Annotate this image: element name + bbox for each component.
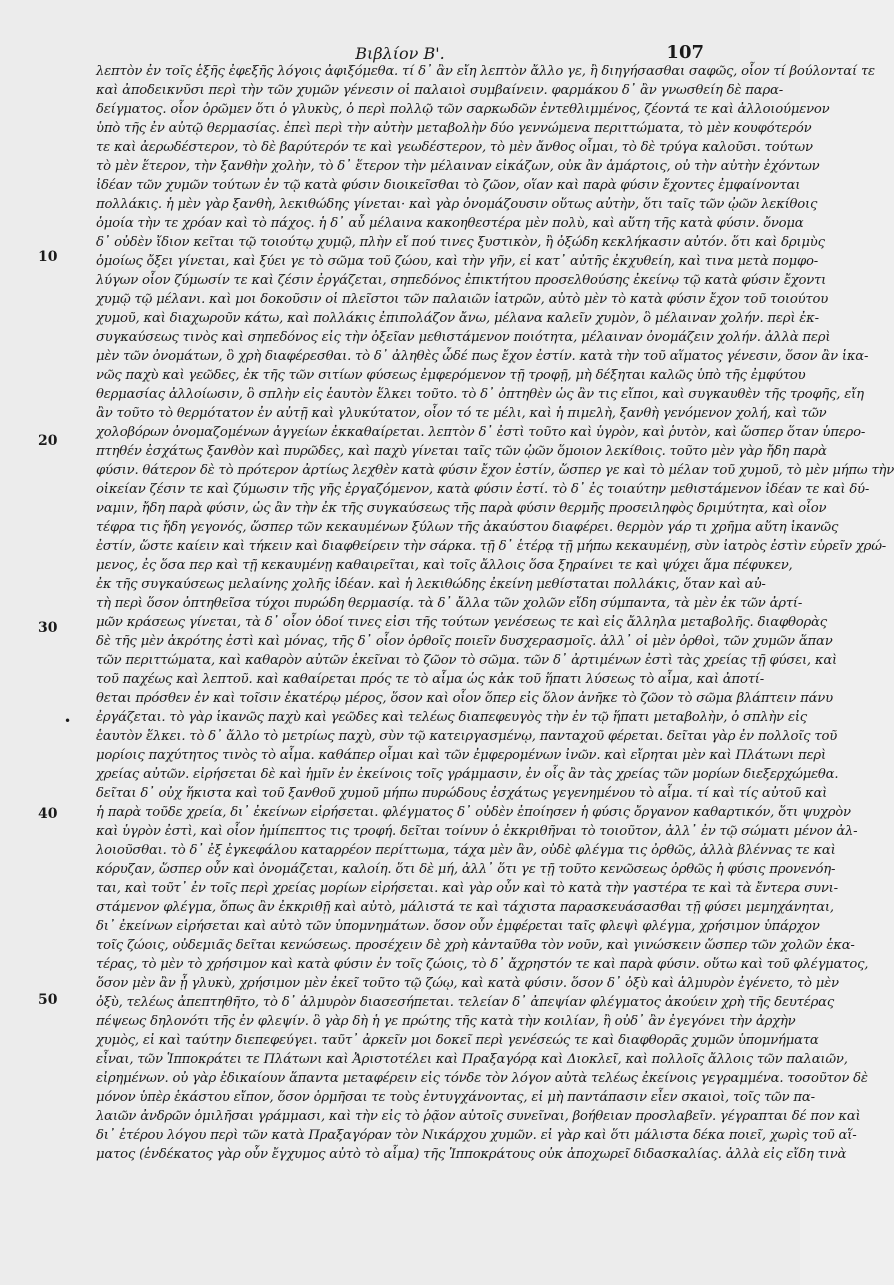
text-line: λύγων οἷον ζύμωσίν τε καὶ ζέσιν ἐργάζεται, σηπεδόνος ἐπικτήτου προσελθούσης ἐκείνῳ τῷ κατὰ φύσιν ἔχοντι [96, 273, 827, 288]
text-line: ματος (ἑνδέκατος γὰρ οὗν ἔγχυμος αὐτὸ τὸ αἷμα) τῆς Ἱπποκράτους οὐκ ἀποχωρεῖ διδασκαλίας. ἀλλὰ εἰς εἴδη τινὰ [96, 1147, 847, 1162]
text-line: ὑπὸ τῆς ἐν αὐτῷ θερμασίας. ἐπεὶ περὶ τὴν αὐτὴν μεταβολὴν δύο γεννώμενα περιττώματα, τὸ μὲν κουφότερόν [96, 121, 812, 136]
text-line: ται, καὶ τοῦτ᾽ ἐν τοῖς περὶ χρείας μορίων εἰρήσεται. καὶ γὰρ οὖν καὶ τὸ κατὰ τὴν γαστέρα τε καὶ τὰ ἔντερα συνι- [96, 881, 838, 896]
text-line: οἰκείαν ζέσιν τε καὶ ζύμωσιν τῆς γῆς ἐργαζόμενον, κατὰ φύσιν ἐστί. τὸ δ᾽ ἐς τοιαύτην μεθιστάμενον ἰδέαν τε καὶ δύ- [96, 482, 870, 497]
text-line: τέρας, τὸ μὲν τὸ χρήσιμον καὶ κατὰ φύσιν ἐν τοῖς ζώοις, τὸ δ᾽ ἄχρηστόν τε καὶ παρὰ φύσιν. οὕτω καὶ τοῦ φλέγματος, [96, 957, 869, 972]
text-line: καὶ ὑγρὸν ἐστὶ, καὶ οἷον ἡμίπεπτος τις τροφή. δεῖται τοίνυν ὁ ἐκκριθῆναι τὸ τοιοῦτον, ἀλλ᾽ ἐν τῷ σώματι μένον ἀλ- [96, 824, 858, 839]
text-line: τε καὶ ἀερωδέστερον, τὸ δὲ βαρύτερόν τε καὶ γεωδέστερον, τὸ μὲν ἄνθος οἶμαι, τὸ δὲ τρύγα καλοῦσι. τούτων [96, 140, 813, 155]
text-line: εἶναι, τῶν Ἱπποκράτει τε Πλάτωνι καὶ Ἀριστοτέλει καὶ Πραξαγόρᾳ καὶ Διοκλεῖ, καὶ πολλοῖς ἄλλοις τῶν παλαιῶν, [96, 1052, 848, 1067]
text-line: θεται πρόσθεν ἐν καὶ τοῖσιν ἐκατέρῳ μέρος, ὅσον καὶ οἷον ὅπερ εἰς ὅλον ἀνῆκε τὸ ζῶον τὸ σῶμα βλάπτειν πάνυ [96, 691, 833, 706]
text-line: εἰρημένων. οὐ γὰρ ἐδικαίουν ἅπαντα μεταφέρειν εἰς τόνδε τὸν λόγον αὐτὰ τελέως ἐκείνοις γεγραμμένα. τοσοῦτον δὲ [96, 1071, 868, 1086]
line-number: 40 [38, 806, 58, 822]
text-line: δ᾽ οὐδὲν ἴδιον κεῖται τῷ τοιούτῳ χυμῷ, πλὴν εἴ πού τινες ξυστικὸν, ἢ ὀξώδη κεκλήκασιν αὐτόν. ὅτι καὶ δριμὺς [96, 235, 825, 250]
text-line: ναμιν, ἤδη παρὰ φύσιν, ὡς ἂν τὴν ἐκ τῆς συγκαύσεως τῆς παρὰ φύσιν θερμῆς προσειληφὸς δριμύτητα, καὶ οἷον [96, 501, 827, 516]
text-line: πτηθέν ἐσχάτως ξανθὸν καὶ πυρῶδες, καὶ παχὺ γίνεται ταῖς τῶν ᾠῶν ὅμοιον λεκίθοις. τοῦτο μὲν γὰρ ἤδη παρὰ [96, 444, 827, 459]
margin-mark: • [64, 714, 72, 728]
text-line: νῶς παχὺ καὶ γεῶδες, ἐκ τῆς τῶν σιτίων φύσεως ἐμφερόμενον τῇ τροφῇ, μὴ δέξηται καλῶς ὑπὸ τῆς ἐμφύτου [96, 368, 806, 383]
text-line: χυμῷ τῷ μέλανι. καὶ μοι δοκοῦσιν οἱ πλεῖστοι τῶν παλαιῶν ἰατρῶν, αὐτὸ μὲν τὸ κατὰ φύσιν ἔχον τοῦ τοιούτου [96, 292, 829, 307]
text-line: ὅσον μὲν ἂν ᾖ γλυκὺ, χρήσιμον μὲν ἐκεῖ τοῦτο τῷ ζώῳ, καὶ κατὰ φύσιν. ὅσον δ᾽ ὀξὺ καὶ ἁλμυρὸν ἐγένετο, τὸ μὲν [96, 976, 839, 991]
text-line: χρείας αὐτῶν. εἰρήσεται δὲ καὶ ἡμῖν ἐν ἐκείνοις τοῖς γράμμασιν, ἐν οἷς ἂν τὰς χρείας τῶν μορίων διεξερχώμεθα. [96, 767, 839, 782]
text-line: ἐργάζεται. τὸ γὰρ ἱκανῶς παχὺ καὶ γεῶδες καὶ τελέως διαπεφευγὸς τὴν ἐν τῷ ἥπατι μεταβολὴν, ὁ σπλὴν εἰς [96, 710, 807, 725]
text-line: λεπτὸν ἐν τοῖς ἑξῆς ἐφεξῆς λόγοις ἀφιξόμεθα. τί δ᾽ ἂν εἴη λεπτὸν ἄλλο γε, ἢ διηγήσασθαι σαφῶς, οἷον τί βούλονταί τε [96, 64, 875, 79]
text-line: ὁμοίως ὄξει γίνεται, καὶ ξύει γε τὸ σῶμα τοῦ ζώου, καὶ τὴν γῆν, εἰ κατ᾽ αὐτῆς ἐκχυθείη, καὶ τινα μετὰ πομφο- [96, 254, 819, 269]
text-line: θερμασίας ἀλλοίωσιν, ὃ σπλὴν εἰς ἑαυτὸν ἕλκει τοῦτο. τὸ δ᾽ ὀπτηθὲν ὡς ἂν τις εἴποι, καὶ συγκαυθὲν τῆς τροφῆς, εἴη [96, 387, 864, 402]
body-text [96, 62, 894, 1164]
text-line: χολοβόρων ὀνομαζομένων ἀγγείων ἐκκαθαίρεται. λεπτὸν δ᾽ ἐστὶ τοῦτο καὶ ὑγρὸν, καὶ ῥυτὸν, καὶ ὥσπερ ὅταν ὑπερο- [96, 425, 866, 440]
text-line: δὲ τῆς μὲν ἀκρότης ἐστὶ καὶ μόνας, τῆς δ᾽ οἷον ὀρθοῖς ποιεῖν δυσχερασμοῖς. ἀλλ᾽ οἱ μὲν ὀρθοὶ, τῶν χυμῶν ἅπαν [96, 634, 833, 649]
text-line: ἰδέαν τῶν χυμῶν τούτων ἐν τῷ κατὰ φύσιν διοικεῖσθαι τὸ ζῶον, οἵαν καὶ παρὰ φύσιν ἔχοντες ἐμφαίνονται [96, 178, 801, 193]
text-line: χυμοῦ, καὶ διαχωροῦν κάτω, καὶ πολλάκις ἐπιπολάζον ἄνω, μέλανα καλεῖν χυμὸν, ὃ μέλαιναν χολήν. περὶ ἐκ- [96, 311, 819, 326]
text-line: πολλάκις. ἡ μὲν γὰρ ξανθὴ, λεκιθώδης γίνεται· καὶ γὰρ ὀνομάζουσιν οὕτως αὐτὴν, ὅτι ταῖς τῶν ᾠῶν λεκίθοις [96, 197, 818, 212]
text-line: ἡ παρὰ τοῦδε χρεία, δι᾽ ἐκείνων εἰρήσεται. φλέγματος δ᾽ οὐδὲν ἐποίησεν ἡ φύσις ὄργανον καθαρτικόν, ὅτι ψυχρὸν [96, 805, 851, 820]
text-line: ὁμοία τὴν τε χρόαν καὶ τὸ πάχος. ἡ δ᾽ αὖ μέλαινα κακοηθεστέρα μὲν πολὺ, καὶ αὕτη τῆς κατὰ φύσιν. ὄνομα [96, 216, 804, 231]
text-line: συγκαύσεως τινὸς καὶ σηπεδόνος εἰς τὴν ὀξεῖαν μεθιστάμενον ποιότητα, μέλαιναν ὀνομάζειν χολήν. ἀλλὰ περὶ [96, 330, 831, 345]
text-line: μόνον ὑπὲρ ἑκάστου εἴπον, ὅσον ὁρμῆσαι τε τοὺς ἐντυγχάνοντας, εἰ μὴ παντάπασιν εἶεν σκαιοὶ, τοῖς τῶν πα- [96, 1090, 815, 1105]
line-number: 20 [38, 433, 58, 449]
text-line: τοῦ παχέως καὶ λεπτοῦ. καὶ καθαίρεται πρός τε τὸ αἷμα ὡς κἀκ τοῦ ἥπατι λύσεως τὸ αἷμα, καὶ ἀποτί- [96, 672, 765, 687]
text-line: τοῖς ζώοις, οὐδεμιᾶς δεῖται κενώσεως. προσέχειν δὲ χρὴ κἀνταῦθα τὸν νοῦν, καὶ γινώσκειν ὥσπερ τῶν χολῶν ἑκα- [96, 938, 855, 953]
line-number: 10 [38, 249, 58, 265]
text-line: ὀξὺ, τελέως ἀπεπτηθῆτο, τὸ δ᾽ ἁλμυρὸν διασεσήπεται. τελείαν δ᾽ ἀπεψίαν φλέγματος ἀκούειν χρὴ τῆς δευτέρας [96, 995, 835, 1010]
running-title: Βιβλίον Β'. [355, 44, 445, 63]
text-line: τέφρα τις ἤδη γεγονός, ὥσπερ τῶν κεκαυμένων ξύλων τῆς ἀκαύστου διαφέρει. θερμὸν γάρ τι χρῆμα αὕτη ἱκανῶς [96, 520, 839, 535]
text-line: ἑαυτὸν ἕλκει. τὸ δ᾽ ἄλλο τὸ μετρίως παχὺ, σὺν τῷ κατειργασμένῳ, πανταχοῦ φέρεται. δεῖται γὰρ ἐν πολλοῖς τοῦ [96, 729, 838, 744]
text-line: μῶν κράσεως γίνεται, τὰ δ᾽ οἷον ὁδοί τινες εἰσι τῆς τούτων γενέσεως τε καὶ εἰς ἄλληλα μεταβολῆς. διαφθορὰς [96, 615, 827, 630]
page-number: 107 [666, 42, 704, 63]
text-line: στάμενον φλέγμα, ὅπως ἂν ἐκκριθῇ καὶ αὐτὸ, μάλιστά τε καὶ τάχιστα παρασκευάσασθαι τῇ φύσει μεμηχάνηται, [96, 900, 834, 915]
text-line: πέψεως δηλονότι τῆς ἐν φλεψίν. ὃ γὰρ δὴ ἡ γε πρώτης τῆς κατὰ τὴν κοιλίαν, ἢ οὐδ᾽ ἂν ἐγεγόνει τὴν ἀρχὴν [96, 1014, 796, 1029]
line-number: 30 [38, 620, 58, 636]
text-line: χυμὸς, εἰ καὶ ταύτην διεπεφεύγει. ταῦτ᾽ ἀρκεῖν μοι δοκεῖ περὶ γενέσεώς τε καὶ διαφθορᾶς χυμῶν ὑπομνήματα [96, 1033, 819, 1048]
text-line: λαιῶν ἀνδρῶν ὁμιλῆσαι γράμμασι, καὶ τὴν εἰς τὸ ῥᾷον αὐτοῖς συνεῖναι, βοήθειαν προσλαβεῖν. γέγραπται δέ πον καὶ [96, 1109, 861, 1124]
text-line: μενος, ἐς ὅσα περ καὶ τῇ κεκαυμένῃ καθαιρεῖται, καὶ τοῖς ἄλλοις ὅσα ξηραίνει τε καὶ ψύχει ἅμα πέφυκεν, [96, 558, 793, 573]
text-line: κόρυζαν, ὥσπερ οὖν καὶ ὀνομάζεται, καλοίη. ὅτι δὲ μή, ἀλλ᾽ ὅτι γε τῇ τοῦτο κενῶσεως ὀρθῶς ἡ φύσις προνενόη- [96, 862, 836, 877]
text-line: δι᾽ ἐκείνων εἰρήσεται καὶ αὐτὸ τῶν ὑπομνημάτων. ὅσον οὖν ἐμφέρεται ταῖς φλεψὶ φλέγμα, χρήσιμον ὑπάρχον [96, 919, 820, 934]
text-line: μορίοις παχύτητος τινὸς τὸ αἷμα. καθάπερ οἶμαι καὶ τῶν ἐμφερομένων ἰνῶν. καὶ εἴρηται μὲν καὶ Πλάτωνι περὶ [96, 748, 826, 763]
text-line: δεῖται δ᾽ οὐχ ἥκιστα καὶ τοῦ ξανθοῦ χυμοῦ μήπω πυρώδους ἐσχάτως γεγενημένου τὸ αἷμα. τί καὶ τίς αὐτοῦ καὶ [96, 786, 828, 801]
text-line: δείγματος. οἷον ὁρῶμεν ὅτι ὁ γλυκὺς, ὁ περὶ πολλῷ τῶν σαρκωδῶν ἐντεθλιμμένος, ζέοντά τε καὶ ἀλλοιούμενον [96, 102, 830, 117]
text-line: τὴ περὶ ὅσον ὀπτηθεῖσα τύχοι πυρώδη θερμασίᾳ. τὰ δ᾽ ἄλλα τῶν χολῶν εἴδη σύμπαντα, τὰ μὲν ἐκ τῶν ἀρτί- [96, 596, 803, 611]
text-line: λοιοῦσθαι. τὸ δ᾽ ἐξ ἐγκεφάλου καταρρέον περίττωμα, τάχα μὲν ἂν, οὐδὲ φλέγμα τις ὀρθῶς, ἀλλὰ βλέννας τε καὶ [96, 843, 836, 858]
text-line: φύσιν. θάτερον δὲ τὸ πρότερον ἀρτίως λεχθὲν κατὰ φύσιν ἔχον ἐστίν, ὥσπερ γε καὶ τὸ μέλαν τοῦ χυμοῦ, τὸ μὲν μήπω τὴν [96, 463, 894, 478]
text-line: ἂν τοῦτο τὸ θερμότατον ἐν αὐτῇ καὶ γλυκύτατον, οἷον τό τε μέλι, καὶ ἡ πιμελὴ, ξανθὴ γενόμενον χολή, καὶ τῶν [96, 406, 827, 421]
text-line: τὸ μὲν ἕτερον, τὴν ξανθὴν χολὴν, τὸ δ᾽ ἕτερον τὴν μέλαιναν εἰκάζων, οὐκ ἂν ἁμάρτοις, οὐ τὴν αὐτὴν ἐχόντων [96, 159, 820, 174]
text-line: ἐκ τῆς συγκαύσεως μελαίνης χολῆς ἰδέαν. καὶ ἡ λεκιθώδης ἐκείνη μεθίσταται πολλάκις, ὅταν καὶ αὐ- [96, 577, 766, 592]
line-number: 50 [38, 992, 58, 1008]
text-line: τῶν περιττώματα, καὶ καθαρὸν αὐτῶν ἐκεῖναι τὸ ζῶον τὸ σῶμα. τῶν δ᾽ ἀρτιμένων ἐστὶ τὰς χρείας τῇ φύσει, καὶ [96, 653, 838, 668]
text-line: ἐστίν, ὥστε καίειν καὶ τήκειν καὶ διαφθείρειν τὴν σάρκα. τῇ δ᾽ ἑτέρᾳ τῇ μήπω κεκαυμένῃ, σὺν ἰατρὸς ἐστὶν εὑρεῖν χρώ- [96, 539, 887, 554]
text-line: μὲν τῶν ὀνομάτων, ὃ χρὴ διαφέρεσθαι. τὸ δ᾽ ἀληθὲς ὧδέ πως ἔχον ἐστίν. κατὰ τὴν τοῦ αἵματος γένεσιν, ὅσον ἂν ἱκα- [96, 349, 869, 364]
text-line: καὶ ἀποδεικνῦσι περὶ τὴν τῶν χυμῶν γένεσιν οἱ παλαιοὶ συμβαίνειν. φαρμάκου δ᾽ ἂν γνωσθείη δὲ παρα- [96, 83, 783, 98]
text-line: δι᾽ ἑτέρου λόγου περὶ τῶν κατὰ Πραξαγόραν τὸν Νικάρχου χυμῶν. εἰ γὰρ καὶ ὅτι μάλιστα δέκα ποιεῖ, χωρὶς τοῦ αἵ- [96, 1128, 857, 1143]
